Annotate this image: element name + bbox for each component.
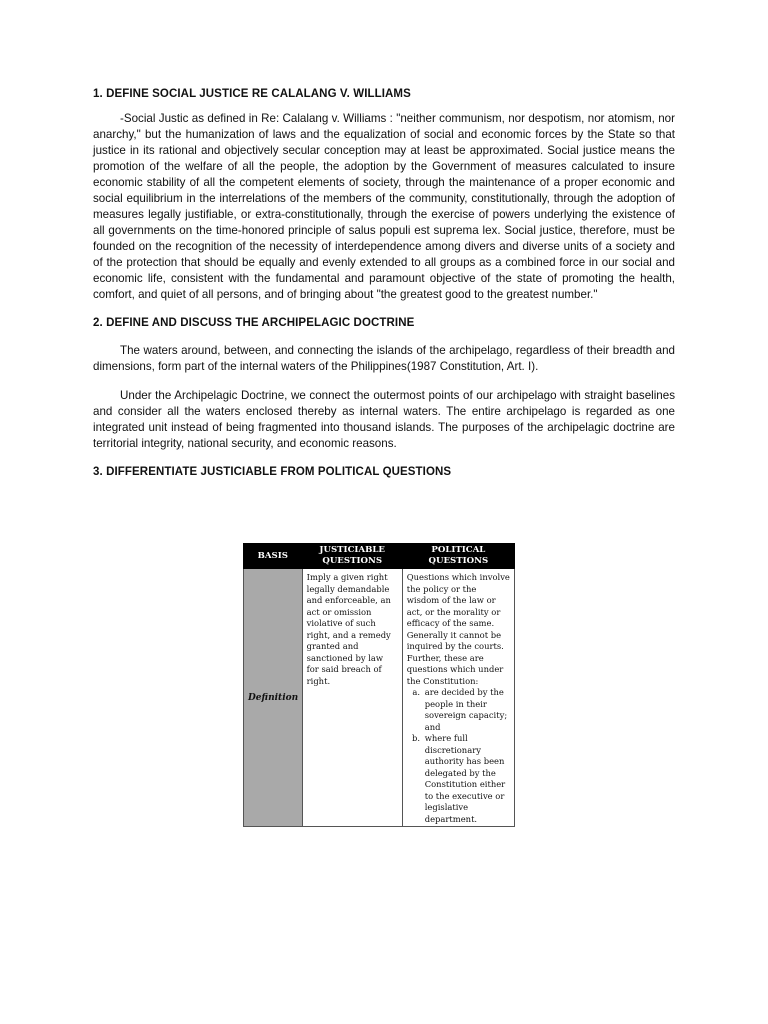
political-cell — [402, 569, 514, 827]
section-3-heading: 3. DIFFERENTIATE JUSTICIABLE FROM POLITICAL QUESTIONS — [93, 466, 452, 478]
list-item: a. are decided by the people in their sovereign capacity; and — [423, 687, 510, 733]
section-2-paragraph-2: Under the Archipelagic Doctrine, we connect the outermost points of our archipelago with straight baselines and consider all the waters enclosed thereby as internal waters. The entire archipelago is regarded as one integrated unit instead of being fragmented into thousand islands. The purposes of the archipelagic doctrine are territorial integrity, national security, and economic reasons. — [93, 389, 675, 450]
table-row — [244, 569, 515, 827]
list-item: b. where full discretionary authority has been delegated by the Constitution either to the executive or legislative department. — [423, 733, 510, 825]
comparison-table — [243, 543, 515, 827]
header-basis: BASIS — [244, 544, 303, 569]
justiciable-cell: Imply a given right legally demandable and enforceable, an act or omission violative of such right, and a remedy granted and sanctioned by law for said breach of right. — [302, 569, 402, 827]
section-1-heading: 1. DEFINE SOCIAL JUSTICE RE CALALANG V. WILLIAMS — [93, 88, 411, 100]
header-justiciable: JUSTICIABLE QUESTIONS — [302, 544, 402, 569]
table-header-row — [244, 544, 515, 569]
political-intro: Questions which involve the policy or the wisdom of the law or act, or the morality or efficacy of the same. Generally it cannot be inquired by the courts. Further, these are questions which under the Constitution: — [406, 572, 510, 686]
section-2-heading: 2. DEFINE AND DISCUSS THE ARCHIPELAGIC DOCTRINE — [93, 317, 415, 329]
document-body — [93, 86, 675, 489]
header-political: POLITICAL QUESTIONS — [402, 544, 514, 569]
basis-cell: Definition — [244, 569, 303, 827]
section-2-paragraph-1: The waters around, between, and connecting the islands of the archipelago, regardless of their breadth and dimensions, form part of the internal waters of the Philippines(1987 Constitution, Art. I). — [93, 344, 675, 373]
section-1-paragraph-1: -Social Justic as defined in Re: Calalang v. Williams : "neither communism, nor despotism, nor atomism, nor anarchy," but the humanization of laws and the equalization of social and economic forces by the State so that justice in its rational and objectively secular conception may at least be approximated. Social justice means the promotion of the welfare of all the people, the adoption by the Government of measures calculated to insure economic stability of all the competent elements of society, through the maintenance of a proper economic and social equilibrium in the interrelations of the members of the community, constitutionally, through the adoption of measures legally justifiable, or extra-constitutionally, through the exercise of powers underlying the existence of all governments on the time-honored principle of salus populi est suprema lex. Social justice, therefore, must be founded on the recognition of the necessity of interdependence among divers and diverse units of a society and of the protection that should be equally and evenly extended to all groups as a combined force in our social and economic life, consistent with the fundamental and paramount objective of the state of promoting the health, comfort, and quiet of all persons, and of bringing about "the greatest good to the greatest number." — [93, 112, 675, 301]
political-list — [407, 687, 510, 825]
